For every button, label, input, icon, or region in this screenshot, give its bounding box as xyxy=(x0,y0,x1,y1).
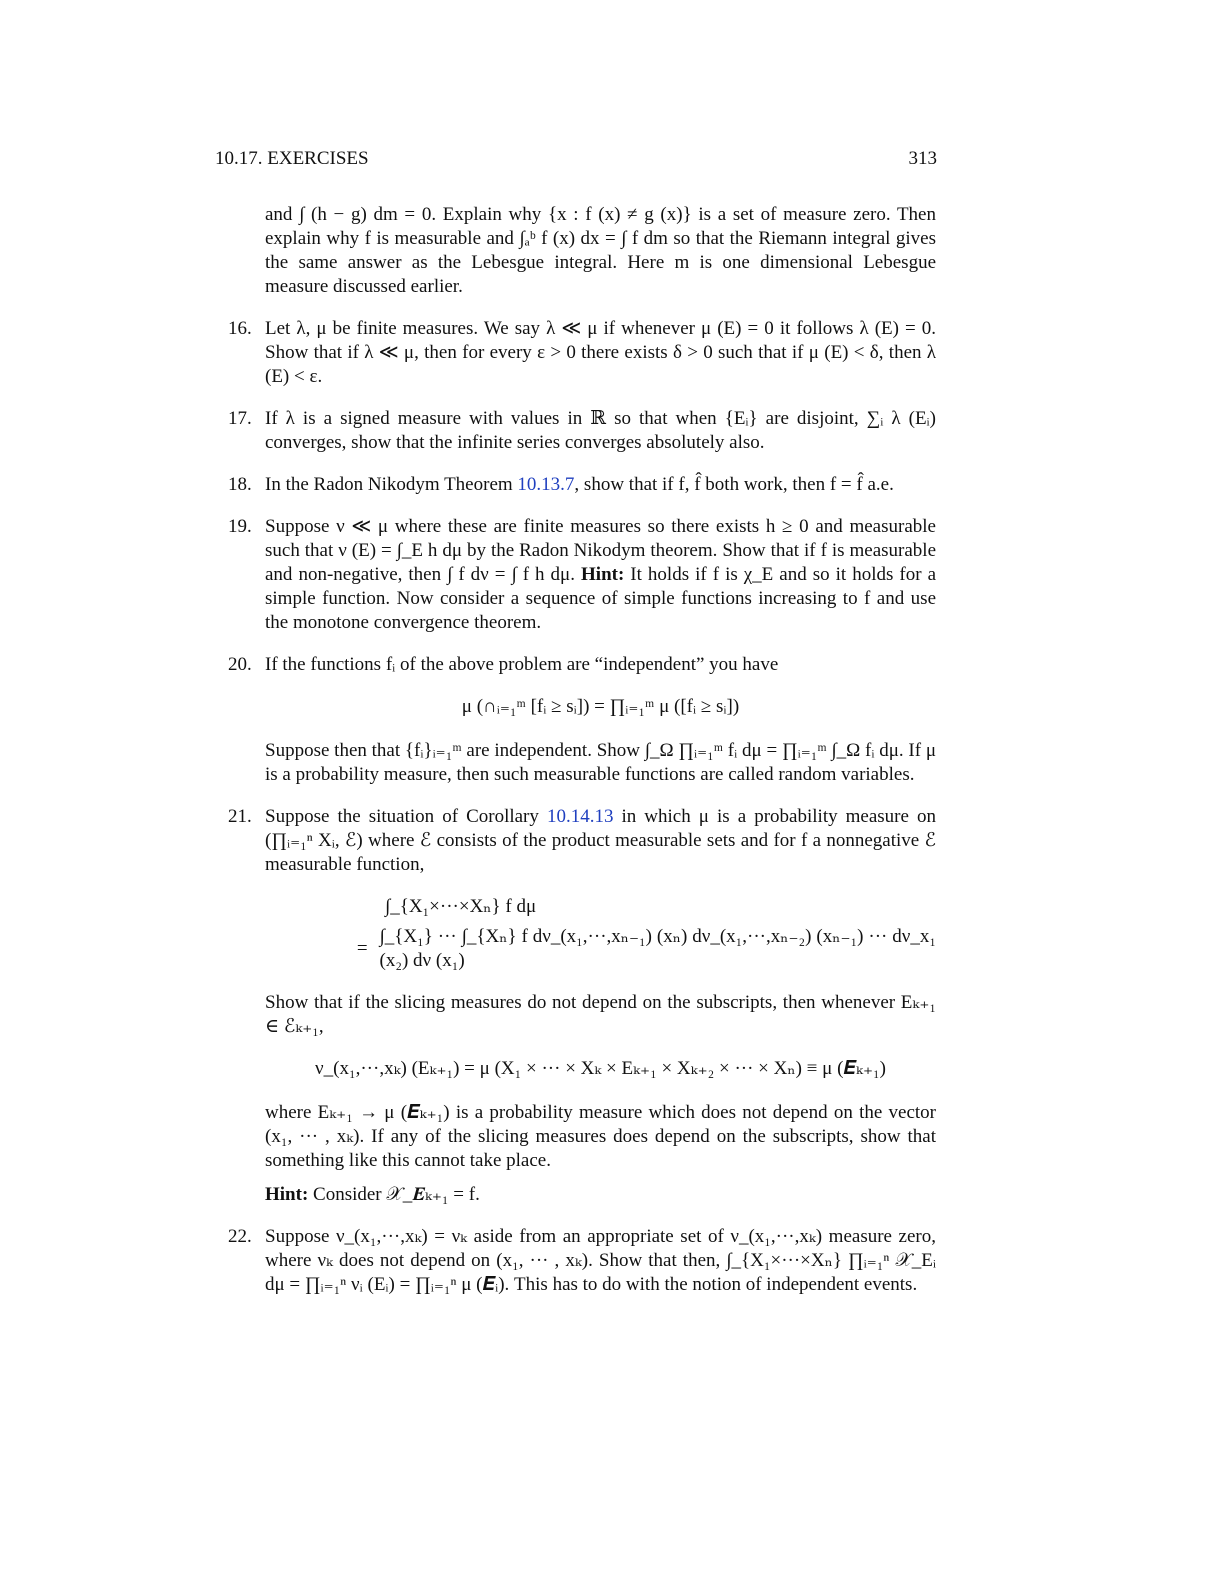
exercise-text: Suppose ν ≪ μ where these are finite measures so there exists h ≥ 0 and measurable such that ν (E) = ∫_E h dμ by the Radon Nikodym theorem. Show that if f is measurable and non-negative, then ∫ f dν = ∫ f h dμ. xyxy=(265,516,936,585)
exercise-text: Suppose ν_(x₁,···,xₖ) = νₖ aside from an appropriate set of ν_(x₁,···,xₖ) measure zero, where νₖ does not depend on (x₁, ··· , xₖ). Show that then, ∫_{X₁×···×Xₙ} ∏ᵢ₌₁ⁿ 𝒳_Eᵢ dμ = ∏ᵢ₌₁ⁿ νᵢ (Eᵢ) = ∏ᵢ₌₁ⁿ μ (𝑬ᵢ). This has to do with the notion of independent events. xyxy=(265,1226,936,1295)
theorem-link[interactable]: 10.13.7 xyxy=(517,474,575,495)
exercise-number: 17. xyxy=(228,408,252,429)
exercise-text: If the functions fᵢ of the above problem are “independent” you have xyxy=(265,654,779,675)
hint-text: Consider 𝒳_𝑬ₖ₊₁ = f. xyxy=(308,1184,480,1205)
equation-line-2: ∫_{X₁} ··· ∫_{Xₙ} f dν_(x₁,···,xₙ₋₁) (xₙ) dν_(x₁,···,xₙ₋₂) (xₙ₋₁) ··· dν_x₁ (x₂) dν (x₁) xyxy=(379,926,936,971)
exercise-number: 21. xyxy=(228,806,252,827)
exercise-text: Suppose the situation of Corollary xyxy=(265,806,547,827)
exercise-text-2: Show that if the slicing measures do not depend on the subscripts, then whenever Eₖ₊₁ ∈ ℰₖ₊₁, xyxy=(265,992,936,1037)
exercise-22 xyxy=(228,1225,936,1297)
hint-text: It holds if f is χ_E and so it holds for a simple function. Now consider a sequence of simple functions increasing to f and use the monotone convergence theorem. xyxy=(265,564,936,633)
independence-equation: μ (∩ᵢ₌₁ᵐ [fᵢ ≥ sᵢ]) = ∏ᵢ₌₁ᵐ μ ([fᵢ ≥ sᵢ]) xyxy=(461,696,740,717)
exercise-text-cont: Suppose then that {fᵢ}ᵢ₌₁ᵐ are independent. Show ∫_Ω ∏ᵢ₌₁ᵐ fᵢ dμ = ∏ᵢ₌₁ᵐ ∫_Ω fᵢ dμ. If μ is a probability measure, then such measurable functions are called random variables. xyxy=(265,740,936,785)
hint-label: Hint: xyxy=(265,1184,309,1205)
exercise-15-continuation: and ∫ (h − g) dm = 0. Explain why {x : f (x) ≠ g (x)} is a set of measure zero. Then explain why f is measurable and ∫ₐᵇ f (x) dx = ∫ f dm so that the Riemann integral gives the same answer as the Lebesgue integral. Here m is one dimensional Lebesgue measure discussed earlier. xyxy=(265,204,936,297)
exercise-16 xyxy=(228,317,936,389)
exercise-text: If λ is a signed measure with values in ℝ so that when {Eᵢ} are disjoint, ∑ᵢ λ (Eᵢ) converges, show that the infinite series converges absolutely also. xyxy=(265,408,936,453)
exercise-21 xyxy=(228,805,936,1207)
exercise-text-cont: , show that if f, f̂ both work, then f = f̂ a.e. xyxy=(574,474,894,495)
corollary-link[interactable]: 10.14.13 xyxy=(546,806,614,827)
exercise-number: 22. xyxy=(228,1226,252,1247)
exercise-text: Let λ, μ be finite measures. We say λ ≪ μ if whenever μ (E) = 0 it follows λ (E) = 0. Show that if λ ≪ μ, then for every ε > 0 there exists δ > 0 such that if μ (E) < δ, then λ (E) < ε. xyxy=(265,318,936,387)
exercise-number: 16. xyxy=(228,318,252,339)
equals-sign: = xyxy=(356,938,368,959)
exercise-text-3: where Eₖ₊₁ → μ (𝑬ₖ₊₁) is a probability measure which does not depend on the vector (x₁, ··· , xₖ). If any of the slicing measures does depend on the subscripts, show that something like this cannot take place. xyxy=(265,1102,936,1171)
exercise-20 xyxy=(228,653,936,787)
slicing-measure-equation: ν_(x₁,···,xₖ) (Eₖ₊₁) = μ (X₁ × ··· × Xₖ × Eₖ₊₁ × Xₖ₊₂ × ··· × Xₙ) ≡ μ (𝑬ₖ₊₁) xyxy=(315,1058,886,1079)
section-title: 10.17. EXERCISES xyxy=(215,148,369,169)
exercise-number: 20. xyxy=(228,654,252,675)
exercise-number: 19. xyxy=(228,516,252,537)
page-number: 313 xyxy=(908,148,937,169)
exercise-text-cont: in which μ is a probability measure on (∏ᵢ₌₁ⁿ Xᵢ, ℰ) where ℰ consists of the product measurable sets and for f a nonnegative ℰ measurable function, xyxy=(265,806,936,875)
exercise-17 xyxy=(228,407,936,455)
exercise-19 xyxy=(228,515,936,635)
iterated-integral-equation xyxy=(345,895,936,973)
exercise-18 xyxy=(228,473,936,497)
exercise-list xyxy=(228,203,936,1297)
exercise-text: In the Radon Nikodym Theorem xyxy=(265,474,518,495)
exercise-number: 18. xyxy=(228,474,252,495)
hint-label: Hint: xyxy=(581,564,625,585)
equation-line-1: ∫_{X₁×···×Xₙ} f dμ xyxy=(385,896,537,917)
